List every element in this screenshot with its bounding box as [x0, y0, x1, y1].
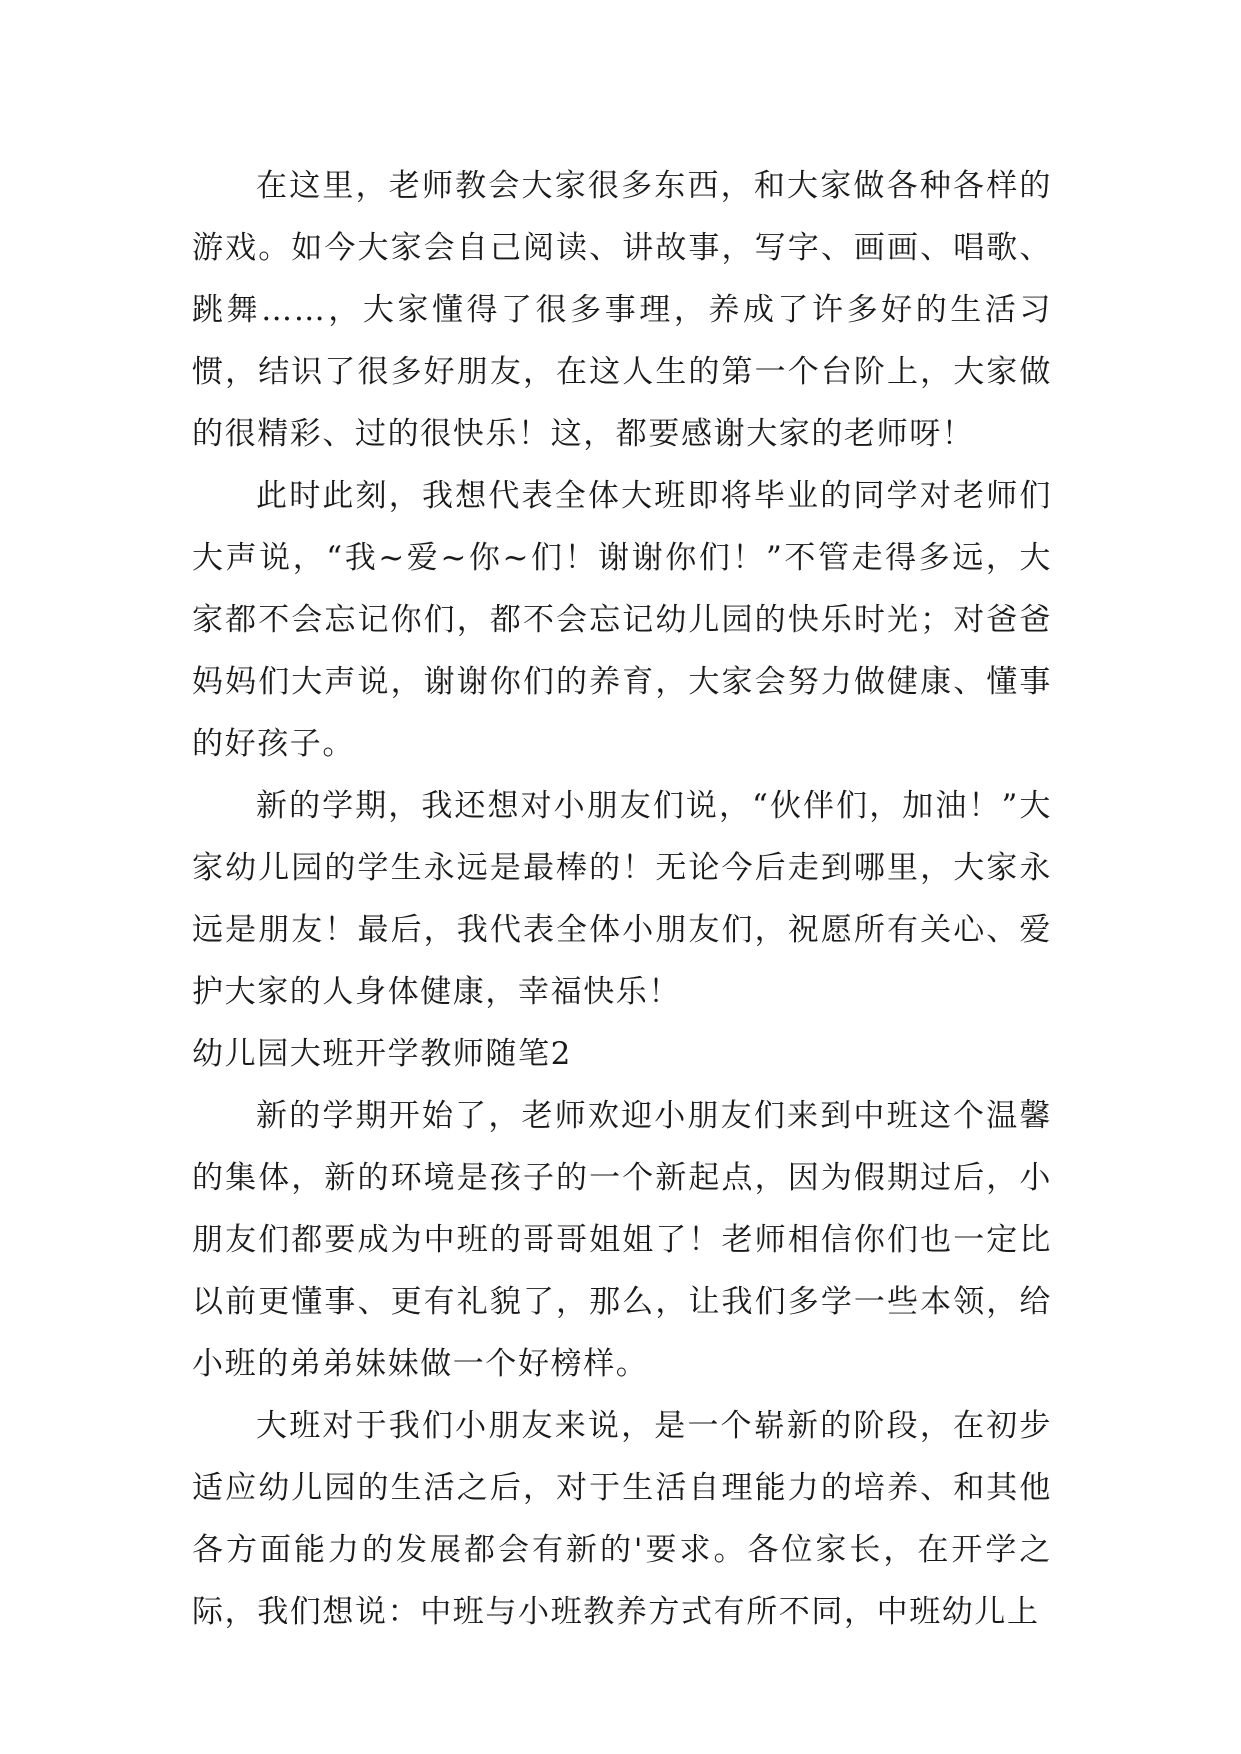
paragraph: 此时此刻，我想代表全体大班即将毕业的同学对老师们大声说，“我~爱~你~们！谢谢你们！”不管走得多远，大家都不会忘记你们，都不会忘记幼儿园的快乐时光；对爸爸妈妈们大声说，谢谢你们的养育，大家会努力做健康、懂事的好孩子。 — [192, 478, 1052, 762]
paragraph: 新的学期开始了，老师欢迎小朋友们来到中班这个温馨的集体，新的环境是孩子的一个新起点，因为假期过后，小朋友们都要成为中班的哥哥姐姐了！老师相信你们也一定比以前更懂事、更有礼貌了，那么，让我们多学一些本领，给小班的弟弟妹妹做一个好榜样。 — [192, 1098, 1052, 1382]
paragraph: 在这里，老师教会大家很多东西，和大家做各种各样的游戏。如今大家会自己阅读、讲故事，写字、画画、唱歌、跳舞……，大家懂得了很多事理，养成了许多好的生活习惯，结识了很多好朋友，在这人生的第一个台阶上，大家做的很精彩、过的很快乐！这，都要感谢大家的老师呀！ — [192, 168, 1052, 452]
document-body — [192, 155, 1052, 1643]
paragraph: 大班对于我们小朋友来说，是一个崭新的阶段，在初步适应幼儿园的生活之后，对于生活自理能力的培养、和其他各方面能力的发展都会有新的'要求。各位家长，在开学之际，我们想说：中班与小班教养方式有所不同，中班幼儿上 — [192, 1408, 1052, 1630]
paragraph: 新的学期，我还想对小朋友们说，“伙伴们，加油！”大家幼儿园的学生永远是最棒的！无论今后走到哪里，大家永远是朋友！最后，我代表全体小朋友们，祝愿所有关心、爱护大家的人身体健康，幸福快乐！ — [192, 788, 1052, 1010]
section-title: 幼儿园大班开学教师随笔2 — [192, 1036, 572, 1072]
